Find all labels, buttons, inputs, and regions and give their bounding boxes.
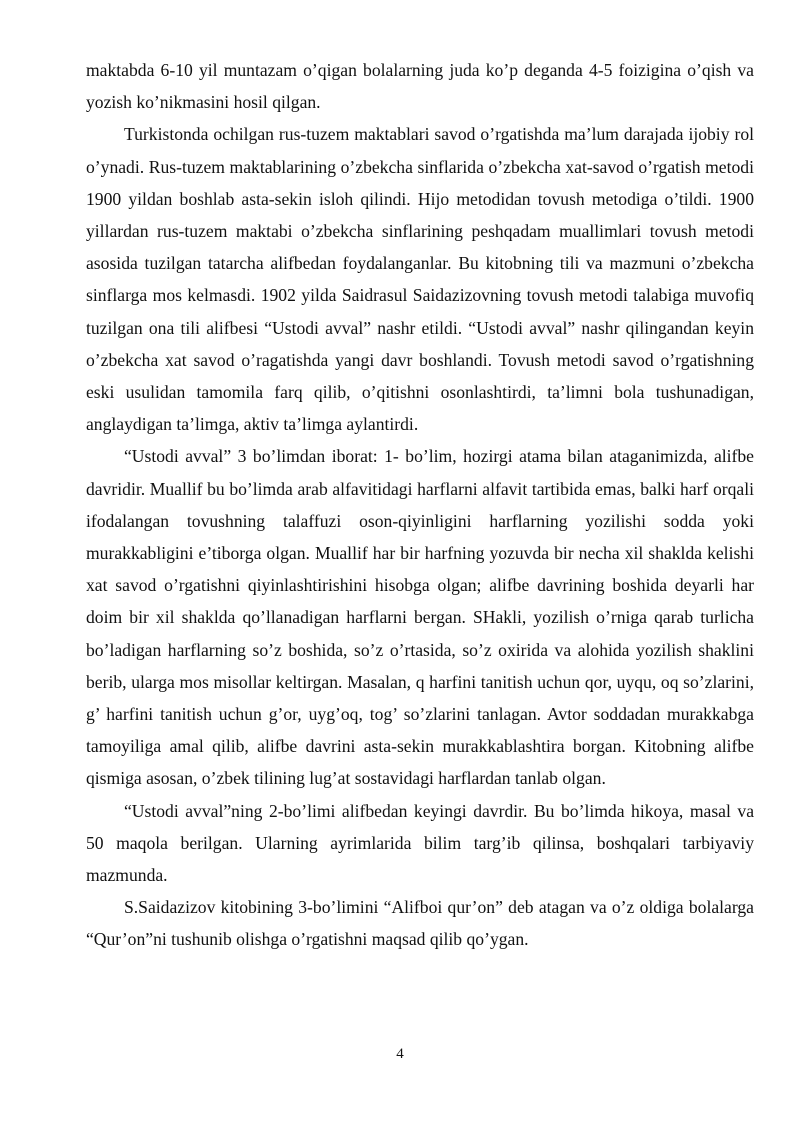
page-number: 4 <box>396 1046 404 1062</box>
paragraph-third-section: S.Saidazizov kitobining 3-bo’limini “Alifboi qur’on” deb atagan va o’z oldiga bolalarga “Qur’on”ni tushunib olishga o’rgatishni maqsad qilib qo’ygan. <box>86 897 754 950</box>
paragraph-second-section: “Ustodi avval”ning 2-bo’limi alifbedan keyingi davrdir. Bu bo’limda hikoya, masal va 50 maqola berilgan. Ularning ayrimlarida bilim targ’ib qilinsa, boshqalari tarbiyaviy mazmunda. <box>86 800 754 886</box>
paragraph-rus-tuzem-schools: Turkistonda ochilgan rus-tuzem maktablari savod o’rgatishda ma’lum darajada ijobiy rol o’ynadi. Rus-tuzem maktablarining o’zbekcha sinflarida o’zbekcha xat-savod o’rgatish metodi 1900 yildan boshlab asta-sekin isloh qilindi. Hijo metodidan tovush metodiga o’tildi. 1900 yillardan rus-tuzem maktabi o’zbekcha sinflarining peshqadam muallimlari tovush metodi asosida tuzilgan tatarcha alifbedan foydalanganlar. Bu kitobning tili va mazmuni o’zbekcha sinflarga mos kelmasdi. 1902 yilda Saidrasul Saidazizovning tovush metodi talabiga muvofiq tuzilgan ona tili alifbesi “Ustodi avval” nashr etildi. “Ustodi avval” nashr qilingandan keyin o’zbekcha xat savod o’ragatishda yangi davr boshlandi. Tovush metodi savod o’rgatishning eski usulidan tamomila farq qilib, o’qitishni osonlashtirdi, ta’limni bola tushunadigan, anglaydigan ta’limga, aktiv ta’limga aylantirdi. <box>86 124 754 435</box>
paragraph-ustodi-avval-structure: “Ustodi avval” 3 bo’limdan iborat: 1- bo’lim, hozirgi atama bilan ataganimizda, alifbe davridir. Muallif bu bo’limda arab alfavitidagi harflarni alfavit tartibida emas, balki harf orqali ifodalangan tovushning talaffuzi oson-qiyinligini harflarning yozilishi sodda yoki murakkabligini e’tiborga olgan. Muallif har bir harfning yozuvda bir necha xil shaklda kelishi xat savod o’rgatishni qiyinlashtirishini hisobga olgan; alifbe davrining boshida deyarli har doim bir xil shaklda qo’llanadigan harflarni bergan. SHakli, yozilish o’rniga qarab turlicha bo’ladigan harflarning so’z boshida, so’z o’rtasida, so’z oxirida va alohida yozilish shaklini berib, ularga mos misollar keltirgan. Masalan, q harfini tanitish uchun qor, uyqu, oq so’zlarini, g’ harfini tanitish uchun g’or, uyg’oq, tog’ so’zlarini tanlagan. Avtor soddadan murakkabga tamoyiliga amal qilib, alifbe davrini asta-sekin murakkablashtira borgan. Kitobning alifbe qismiga asosan, o’zbek tilining lug’at sostavidagi harflardan tanlab olgan. <box>86 446 754 789</box>
paragraph-continuation: maktabda 6-10 yil muntazam o’qigan bolalarning juda ko’p deganda 4-5 foizigina o’qish va yozish ko’nikmasini hosil qilgan. <box>86 60 754 113</box>
body-text <box>86 54 754 956</box>
